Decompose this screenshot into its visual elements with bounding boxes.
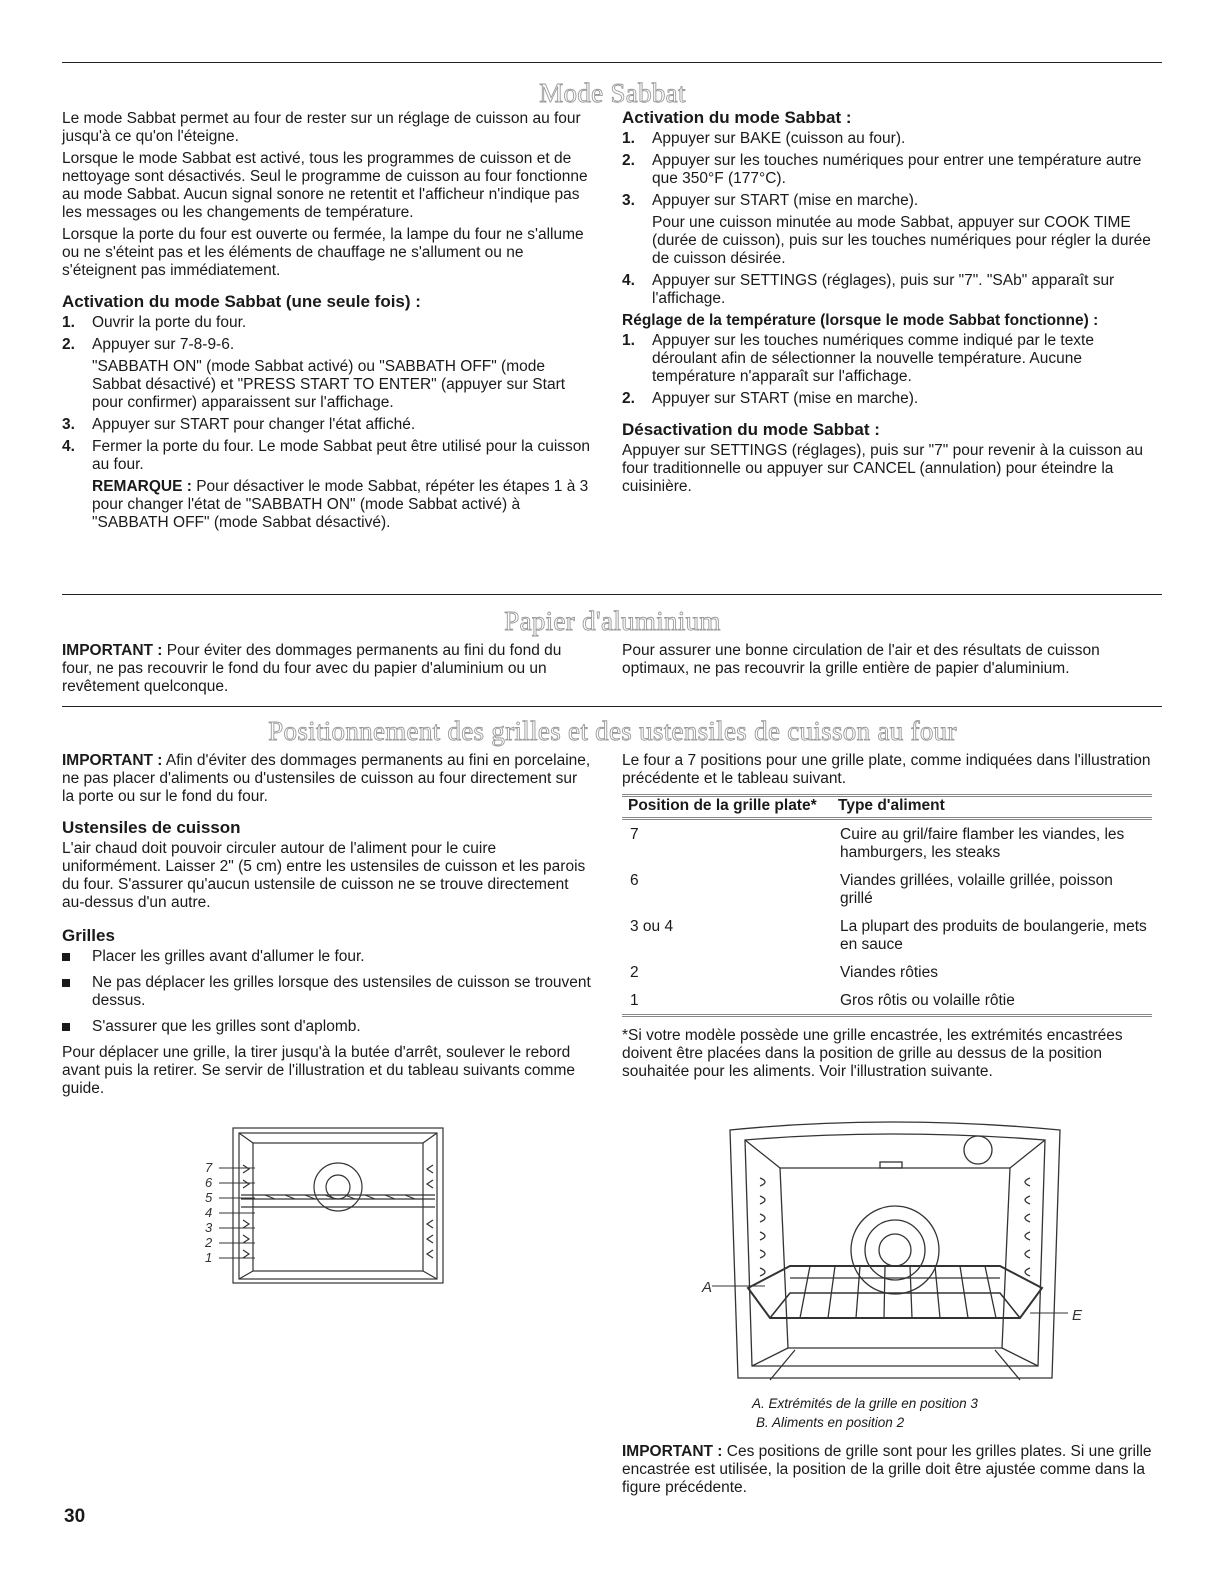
rack-number-2: 2 (205, 1235, 213, 1250)
racks-important: IMPORTANT : Afin d'éviter des dommages permanents au fini en porcelaine, ne pas placer d'aliments ou d'ustensiles de cuisson au four directement sur la porte ou sur le fond du four. (62, 752, 591, 805)
sabbath-intro-3: Lorsque la porte du four est ouverte ou fermée, la lampe du four ne s'allume ou ne s'éteint pas et les éléments de chauffage ne s'allument ou ne s'éteignent pas immédiatement. (62, 226, 584, 279)
bakeware-text: L'air chaud doit pouvoir circuler autour de l'aliment pour le cuire uniformément. Laisser 2" (5 cm) entre les ustensiles de cuisson et les parois du four. S'assurer qu'aucun ustensile de cuisson ne se trouve directement au-dessus d'un autre. (62, 840, 586, 911)
figure-caption-b: B. Aliments en position 2 (756, 1415, 905, 1430)
sabbath-activation-heading: Activation du mode Sabbat : (622, 108, 852, 127)
activation-step-4: 4. Appuyer sur SETTINGS (réglages), puis sur "7". "SAb" apparaît sur l'affichage. (622, 272, 1115, 307)
table-header-position: Position de la grille plate* (622, 796, 832, 819)
rack-position-table (622, 794, 1152, 1017)
sabbath-temp-heading: Réglage de la température (lorsque le mode Sabbat fonctionne) : (622, 312, 1099, 329)
sabbath-once-steps (62, 314, 592, 532)
foil-left-column (62, 642, 592, 696)
oven-recessed-rack-illustration (690, 1118, 1090, 1398)
table-header-row (622, 796, 1152, 819)
rack-number-4: 4 (205, 1205, 213, 1220)
rack-bullet-3: S'assurer que les grilles sont d'aplomb. (62, 1018, 592, 1036)
rack-number-3: 3 (205, 1220, 213, 1235)
rack-number-7: 7 (205, 1160, 213, 1175)
top-rule (62, 62, 1162, 63)
sabbath-deactivation-text: Appuyer sur SETTINGS (réglages), puis sur "7" pour revenir à la cuisson au four traditionnelle ou appuyer sur CANCEL (annulation) pour éteindre la cuisinière. (622, 442, 1144, 495)
once-step-2-detail: "SABBATH ON" (mode Sabbat activé) ou "SABBATH OFF" (mode Sabbat désactivé) et "PRESS START TO ENTER" (appuyer sur Start pour confirmer) apparaissent sur l'affichage. (92, 358, 566, 411)
foil-right-column (622, 642, 1132, 678)
racks-move-text: Pour déplacer une grille, la tirer jusqu'à la butée d'arrêt, soulever le rebord avant puis la retirer. Se servir de l'illustration et du tableau suivants comme guide. (62, 1044, 575, 1097)
foil-rule (62, 594, 1162, 595)
rack-bullet-1: Placer les grilles avant d'allumer le four. (62, 948, 592, 966)
oven-rack-positions-illustration (195, 1125, 450, 1285)
rack-number-1: 1 (205, 1250, 213, 1265)
racks-rule (62, 706, 1162, 707)
once-step-2: 2. Appuyer sur 7-8-9-6. "SABBATH ON" (mode Sabbat activé) ou "SABBATH OFF" (mode Sabbat désactivé) et "PRESS START TO ENTER" (appuyer sur Start pour confirmer) apparaissent sur l'affichage. (62, 336, 592, 412)
racks-heading: Grilles (62, 926, 115, 945)
sabbath-right-column (622, 108, 1157, 496)
once-step-3: 3. Appuyer sur START pour changer l'état affiché. (62, 416, 416, 433)
racks-bullets (62, 948, 592, 1036)
sabbath-temp-steps (622, 332, 1157, 408)
bullet-square-icon (62, 1023, 70, 1031)
sabbath-once-heading: Activation du mode Sabbat (une seule fois) : (62, 292, 421, 311)
bakeware-heading: Ustensiles de cuisson (62, 818, 241, 837)
activation-step-3: 3. Appuyer sur START (mise en marche). Pour une cuisson minutée au mode Sabbat, appuyer sur COOK TIME (durée de cuisson), puis sur les touches numériques pour régler la durée de cuisson désirée. (622, 192, 1157, 268)
racks-bottom-important: IMPORTANT : Ces positions de grille sont pour les grilles plates. Si une grille encastrée est utilisée, la position de la grille doit être ajustée comme dans la figure précédente. (622, 1443, 1152, 1496)
racks-left-column (62, 752, 592, 1102)
activation-step-2: 2. Appuyer sur les touches numériques pour entrer une température autre que 350°F (177°C). (622, 152, 1142, 187)
table-row: 2 Viandes rôties (630, 964, 938, 981)
sabbath-deactivation-heading: Désactivation du mode Sabbat : (622, 420, 880, 439)
table-row: 6 Viandes grillées, volaille grillée, poisson grillé (630, 872, 1113, 907)
temp-step-2: 2. Appuyer sur START (mise en marche). (622, 390, 919, 407)
figure-caption-a: A. Extrémités de la grille en position 3 (752, 1396, 978, 1411)
racks-section-title: Positionnement des grilles et des ustensiles de cuisson au four (268, 716, 957, 746)
bullet-square-icon (62, 953, 70, 961)
sabbath-activation-steps (622, 130, 1157, 308)
table-row: 3 ou 4 La plupart des produits de boulangerie, mets en sauce (630, 918, 1147, 953)
table-row: 1 Gros rôtis ou volaille rôtie (622, 986, 1152, 1016)
sabbath-intro-1: Le mode Sabbat permet au four de rester sur un réglage de cuisson au four jusqu'à ce qu'on l'éteigne. (62, 110, 581, 145)
label-e: E (1072, 1307, 1083, 1324)
table-header-food: Type d'aliment (832, 796, 1152, 819)
foil-section-title: Papier d'aluminium (504, 606, 721, 636)
temp-step-1: 1. Appuyer sur les touches numériques comme indiqué par le texte déroulant afin de sélectionner la nouvelle température. Aucune température n'apparaît sur l'affichage. (622, 332, 1094, 385)
rack-number-5: 5 (205, 1190, 213, 1205)
rack-number-6: 6 (205, 1175, 213, 1190)
racks-right-column (622, 752, 1157, 1081)
foil-right-text: Pour assurer une bonne circulation de l'air et des résultats de cuisson optimaux, ne pas recouvrir la grille entière de papier d'aluminium. (622, 642, 1100, 677)
rack-bullet-2: Ne pas déplacer les grilles lorsque des ustensiles de cuisson se trouvent dessus. (62, 974, 592, 1010)
page-number: 30 (64, 1506, 86, 1527)
racks-right-intro: Le four a 7 positions pour une grille plate, comme indiquées dans l'illustration précédente et le tableau suivant. (622, 752, 1151, 787)
bullet-square-icon (62, 979, 70, 987)
label-a: A (702, 1279, 713, 1296)
sabbath-section-title: Mode Sabbat (539, 78, 686, 108)
once-step-4: 4. Fermer la porte du four. Le mode Sabbat peut être utilisé pour la cuisson au four. REMARQUE : Pour désactiver le mode Sabbat, répéter les étapes 1 à 3 pour changer l'état de "SABBATH ON" (mode Sabbat activé) à "SABBATH OFF" (mode Sabbat désactivé). (62, 438, 591, 531)
table-row: 7 Cuire au gril/faire flamber les viandes, les hamburgers, les steaks (630, 826, 1125, 861)
activation-step-1: 1. Appuyer sur BAKE (cuisson au four). (622, 130, 906, 147)
foil-important: IMPORTANT : Pour éviter des dommages permanents au fini du fond du four, ne pas recouvrir le fond du four avec du papier d'aluminium ou un revêtement quelconque. (62, 642, 562, 695)
sabbath-note: REMARQUE : Pour désactiver le mode Sabbat, répéter les étapes 1 à 3 pour changer l'état de "SABBATH ON" (mode Sabbat activé) à "SABBATH OFF" (mode Sabbat désactivé). (92, 478, 589, 531)
sabbath-intro-2: Lorsque le mode Sabbat est activé, tous les programmes de cuisson et de nettoyage sont désactivés. Seul le programme de cuisson au four fonctionne au mode Sabbat. Aucun signal sonore ne retentit et l'afficheur n'indique pas les messages ou les changements de température. (62, 150, 588, 221)
activation-step-3-detail: Pour une cuisson minutée au mode Sabbat, appuyer sur COOK TIME (durée de cuisson), puis sur les touches numériques pour régler la durée de cuisson désirée. (652, 214, 1151, 267)
once-step-1: 1. Ouvrir la porte du four. (62, 314, 247, 331)
table-footnote: *Si votre modèle possède une grille encastrée, les extrémités encastrées doivent être placées dans la position de grille au dessus de la position souhaitée pour les aliments. Voir l'illustration suivante. (622, 1027, 1123, 1080)
sabbath-left-column (62, 110, 592, 536)
